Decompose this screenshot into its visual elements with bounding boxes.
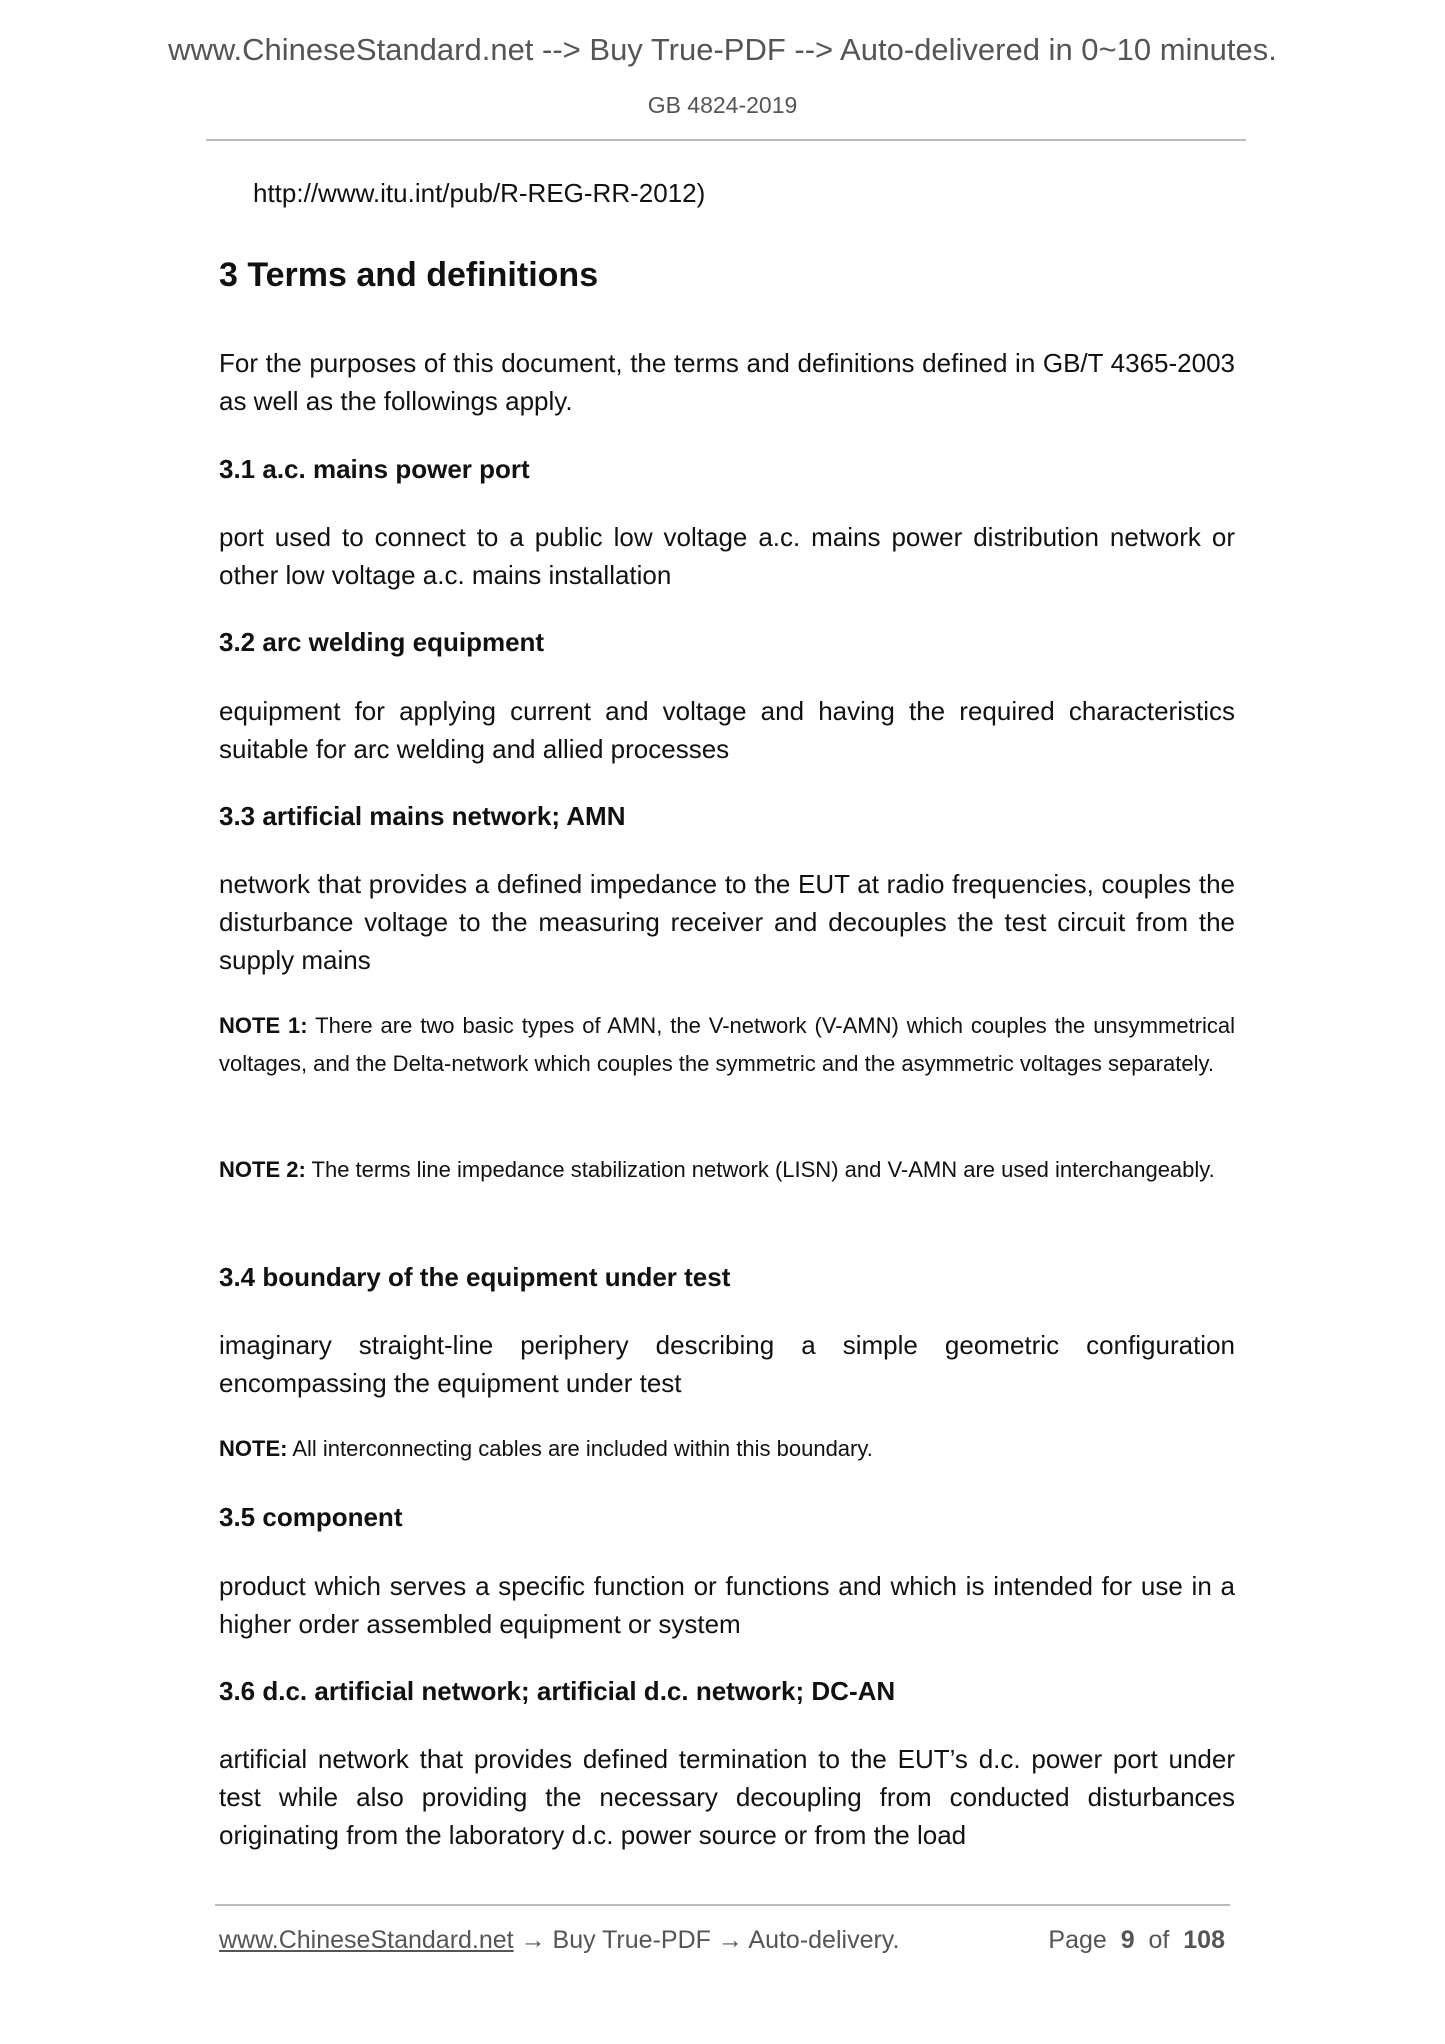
footer — [219, 1926, 1225, 1955]
term-title: 3.5 component — [219, 1502, 403, 1532]
term-title: 3.2 arc welding equipment — [219, 627, 545, 657]
term-definition: artificial network that provides defined termination to the EUT’s d.c. power port under test while also providing the necessary decoupling from conducted disturbances originating from the laboratory d.c. power source or from the load — [219, 1744, 1235, 1850]
note-label: NOTE 1: — [219, 1013, 308, 1038]
term-title: 3.3 artificial mains network; AMN — [219, 801, 626, 831]
note-text: The terms line impedance stabilization network (LISN) and V-AMN are used interchangeably. — [311, 1157, 1215, 1182]
section-title: 3 Terms and definitions — [219, 256, 599, 294]
header-banner: www.ChineseStandard.net --> Buy True-PDF --> Auto-delivered in 0~10 minutes. — [168, 32, 1277, 67]
page-indicator — [1048, 1926, 1225, 1955]
note — [219, 1151, 1235, 1189]
note-label: NOTE 2: — [219, 1157, 306, 1182]
term-title: 3.1 a.c. mains power port — [219, 454, 530, 484]
note-label: NOTE: — [219, 1436, 288, 1461]
footer-text: → Buy True-PDF → Auto-delivery. — [513, 1926, 900, 1954]
note-text: All interconnecting cables are included within this boundary. — [292, 1436, 873, 1461]
intro-paragraph: For the purposes of this document, the terms and definitions defined in GB/T 4365-2003 as well as the followings apply. — [219, 348, 1235, 416]
url-line: http://www.itu.int/pub/R-REG-RR-2012) — [253, 178, 706, 208]
note — [219, 1007, 1235, 1083]
page-label: Page — [1048, 1926, 1107, 1954]
page-total: 108 — [1183, 1926, 1225, 1954]
header-divider — [206, 139, 1246, 141]
term-definition: product which serves a specific function or functions and which is intended for use in a higher order assembled equipment or system — [219, 1571, 1235, 1639]
document-id: GB 4824-2019 — [647, 92, 798, 118]
term-definition: port used to connect to a public low voltage a.c. mains power distribution network or other low voltage a.c. mains installation — [219, 522, 1235, 590]
term-definition: network that provides a defined impedance to the EUT at radio frequencies, couples the disturbance voltage to the measuring receiver and decouples the test circuit from the supply mains — [219, 869, 1235, 975]
note-text: There are two basic types of AMN, the V-network (V-AMN) which couples the unsymmetrical voltages, and the Delta-network which couples the symmetric and the asymmetric voltages separately. — [219, 1013, 1236, 1076]
note — [219, 1430, 1235, 1468]
footer-site-link[interactable]: www.ChineseStandard.net — [219, 1926, 514, 1954]
page-number: 9 — [1120, 1926, 1135, 1954]
term-title: 3.6 d.c. artificial network; artificial d.c. network; DC-AN — [219, 1676, 896, 1706]
of-label: of — [1148, 1926, 1170, 1954]
term-definition: equipment for applying current and voltage and having the required characteristics suitable for arc welding and allied processes — [219, 696, 1235, 764]
term-definition: imaginary straight-line periphery describing a simple geometric configuration encompassing the equipment under test — [219, 1330, 1235, 1398]
term-title: 3.4 boundary of the equipment under test — [219, 1262, 731, 1292]
footer-divider — [215, 1904, 1230, 1906]
